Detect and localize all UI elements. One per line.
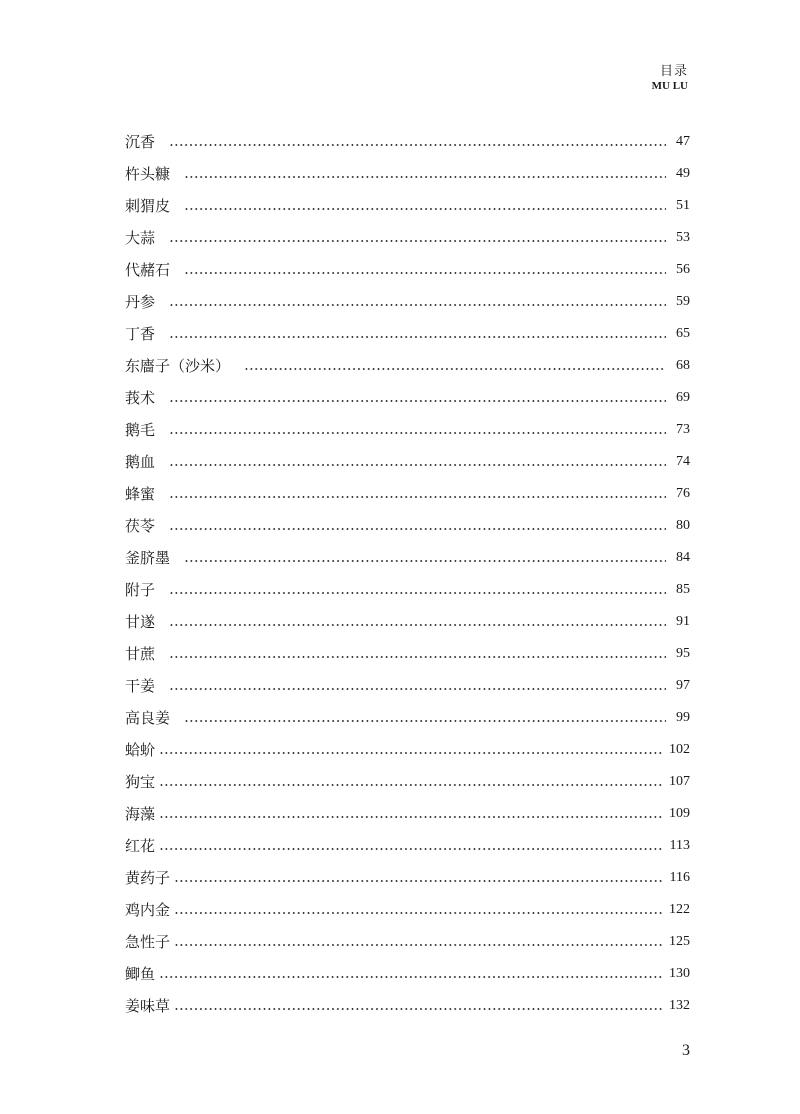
running-head-title-en: MU LU [651, 80, 688, 92]
toc-entry-page: 73 [676, 422, 690, 437]
toc-entry-title: 东廧子（沙米） [125, 356, 231, 375]
toc-entry-page: 51 [676, 198, 690, 213]
dot-leader [159, 848, 664, 850]
toc-entry[interactable] [125, 958, 690, 990]
toc-entry-title: 鸡内金 [125, 900, 171, 919]
toc-entry-title: 莪术 [125, 388, 156, 407]
toc-entry-title: 丹参 [125, 292, 156, 311]
toc-entry-page: 59 [676, 294, 690, 309]
toc-entry-title: 高良姜 [125, 708, 171, 727]
toc-entry-page: 109 [669, 806, 690, 821]
dot-leader [174, 1008, 663, 1010]
toc-entry[interactable] [125, 126, 690, 158]
toc-entry[interactable] [125, 606, 690, 638]
toc-entry-page: 102 [669, 742, 690, 757]
toc-entry-title: 蛤蚧 [125, 740, 156, 759]
toc-entry-page: 125 [669, 934, 690, 949]
toc-entry-title: 蜂蜜 [125, 484, 156, 503]
toc-entry[interactable] [125, 702, 690, 734]
toc-entry-page: 97 [676, 678, 690, 693]
dot-leader [174, 880, 664, 882]
dot-leader [169, 656, 666, 658]
dot-leader [159, 784, 663, 786]
toc-entry-page: 76 [676, 486, 690, 501]
running-head-title-zh: 目录 [659, 63, 688, 78]
toc-entry-page: 122 [669, 902, 690, 917]
dot-leader [169, 400, 666, 402]
toc-entry-page: 47 [676, 134, 690, 149]
dot-leader [184, 176, 666, 178]
dot-leader [169, 432, 666, 434]
dot-leader [169, 240, 666, 242]
toc-entry-page: 116 [669, 870, 690, 885]
toc-entry-title: 刺猬皮 [125, 196, 171, 215]
dot-leader [184, 272, 666, 274]
toc-entry[interactable] [125, 510, 690, 542]
dot-leader [184, 208, 666, 210]
toc-entry-title: 鹅血 [125, 452, 156, 471]
toc-entry-page: 56 [676, 262, 690, 277]
toc-entry-page: 74 [676, 454, 690, 469]
toc-entry[interactable] [125, 766, 690, 798]
toc-entry[interactable] [125, 318, 690, 350]
toc-entry-page: 95 [676, 646, 690, 661]
toc-entry-title: 红花 [125, 836, 156, 855]
dot-leader [169, 304, 666, 306]
dot-leader [169, 592, 666, 594]
toc-entry[interactable] [125, 734, 690, 766]
toc-entry-title: 附子 [125, 580, 156, 599]
toc-entry[interactable] [125, 286, 690, 318]
toc-entry-page: 132 [669, 998, 690, 1013]
dot-leader [169, 464, 666, 466]
dot-leader [159, 752, 663, 754]
toc-entry-page: 65 [676, 326, 690, 341]
toc-entry[interactable] [125, 382, 690, 414]
toc-entry[interactable] [125, 478, 690, 510]
toc-entry[interactable] [125, 446, 690, 478]
dot-leader [184, 560, 666, 562]
toc-entry-title: 沉香 [125, 132, 156, 151]
toc-entry-title: 茯苓 [125, 516, 156, 535]
toc-entry[interactable] [125, 542, 690, 574]
page-number: 3 [682, 1042, 690, 1059]
toc-entry-title: 干姜 [125, 676, 156, 695]
toc-entry-title: 鹅毛 [125, 420, 156, 439]
toc-entry-title: 甘蔗 [125, 644, 156, 663]
dot-leader [159, 816, 663, 818]
toc-entry[interactable] [125, 670, 690, 702]
toc-entry-title: 鲫鱼 [125, 964, 156, 983]
dot-leader [159, 976, 663, 978]
dot-leader [169, 496, 666, 498]
toc-entry[interactable] [125, 254, 690, 286]
toc-entry-page: 80 [676, 518, 690, 533]
dot-leader [174, 912, 663, 914]
dot-leader [244, 368, 666, 370]
toc-entry[interactable] [125, 830, 690, 862]
table-of-contents [125, 126, 690, 1022]
toc-entry[interactable] [125, 926, 690, 958]
toc-entry[interactable] [125, 862, 690, 894]
toc-entry-title: 姜味草 [125, 996, 171, 1015]
toc-entry[interactable] [125, 222, 690, 254]
toc-entry-title: 代赭石 [125, 260, 171, 279]
toc-entry-page: 130 [669, 966, 690, 981]
dot-leader [174, 944, 663, 946]
toc-entry-page: 53 [676, 230, 690, 245]
toc-entry-title: 狗宝 [125, 772, 156, 791]
dot-leader [169, 144, 666, 146]
toc-entry-page: 91 [676, 614, 690, 629]
toc-entry-title: 釜脐墨 [125, 548, 171, 567]
toc-entry-page: 49 [676, 166, 690, 181]
toc-entry-title: 甘遂 [125, 612, 156, 631]
toc-entry[interactable] [125, 798, 690, 830]
dot-leader [169, 688, 666, 690]
toc-entry[interactable] [125, 350, 690, 382]
toc-entry-page: 84 [676, 550, 690, 565]
toc-entry-page: 85 [676, 582, 690, 597]
toc-entry-page: 99 [676, 710, 690, 725]
toc-entry[interactable] [125, 190, 690, 222]
toc-entry-page: 107 [669, 774, 690, 789]
toc-entry[interactable] [125, 894, 690, 926]
toc-entry-title: 丁香 [125, 324, 156, 343]
dot-leader [169, 624, 666, 626]
toc-entry-title: 急性子 [125, 932, 171, 951]
dot-leader [184, 720, 666, 722]
toc-entry-title: 大蒜 [125, 228, 156, 247]
toc-entry[interactable] [125, 638, 690, 670]
dot-leader [169, 528, 666, 530]
dot-leader [169, 336, 666, 338]
toc-entry-page: 113 [669, 838, 690, 853]
toc-entry[interactable] [125, 414, 690, 446]
toc-entry-page: 69 [676, 390, 690, 405]
toc-entry-title: 黄药子 [125, 868, 171, 887]
toc-entry-title: 杵头糠 [125, 164, 171, 183]
toc-entry[interactable] [125, 158, 690, 190]
toc-entry[interactable] [125, 574, 690, 606]
toc-entry-title: 海藻 [125, 804, 156, 823]
running-head [652, 64, 688, 92]
toc-entry[interactable] [125, 990, 690, 1022]
toc-entry-page: 68 [676, 358, 690, 373]
